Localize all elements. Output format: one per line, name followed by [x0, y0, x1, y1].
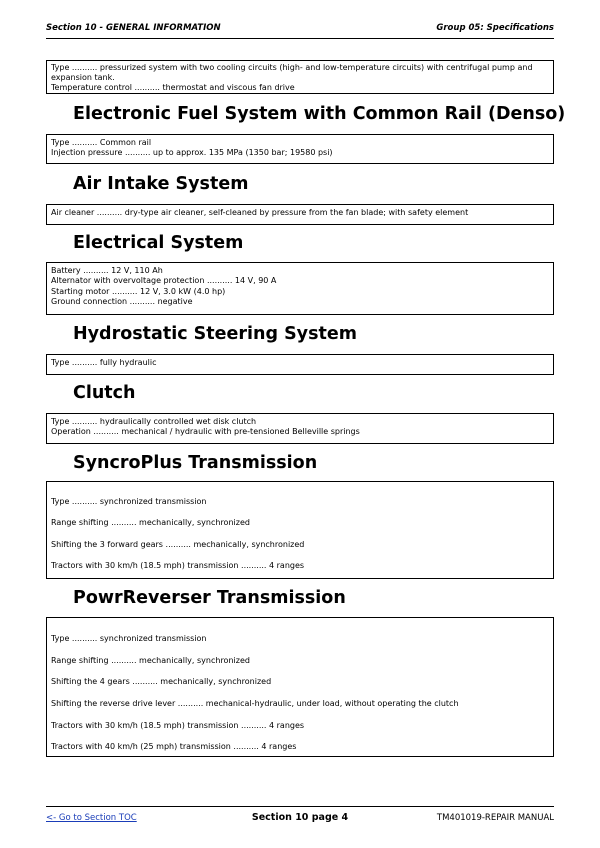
steering-heading: Hydrostatic Steering System — [73, 324, 357, 344]
syncro-gears-line: Shifting the 3 forward gears .......... mechanically, synchronized — [51, 539, 305, 549]
electrical-spec-box — [46, 262, 554, 315]
fuel-pressure-line: Injection pressure .......... up to approx. 135 MPa (1350 bar; 19580 psi) — [51, 148, 333, 158]
steering-spec-box — [46, 354, 554, 375]
missing-glyph-icon — [51, 507, 549, 518]
page-number: Section 10 page 4 — [251, 812, 349, 823]
battery-line: Battery .......... 12 V, 110 Ah — [51, 266, 163, 275]
page-header — [46, 22, 554, 39]
syncroplus-heading: SyncroPlus Transmission — [73, 453, 318, 473]
section-toc-link[interactable]: <- Go to Section TOC — [46, 813, 137, 823]
powrreverser-heading: PowrReverser Transmission — [73, 588, 346, 608]
alternator-line: Alternator with overvoltage protection .......... 14 V, 90 A — [51, 276, 277, 286]
ground-line: Ground connection .......... negative — [51, 296, 193, 306]
air-spec-box — [46, 204, 554, 225]
air-cleaner-line: Air cleaner .......... dry-type air cleaner, self-cleaned by pressure from the fan blade; with safety element — [51, 208, 469, 217]
powr-range-line: Range shifting .......... mechanically, synchronized — [51, 655, 250, 665]
electrical-heading: Electrical System — [73, 233, 244, 253]
starter-line: Starting motor .......... 12 V, 3.0 kW (4.0 hp) — [51, 286, 226, 296]
fuel-system-heading: Electronic Fuel System with Common Rail (Denso) — [73, 104, 566, 124]
syncroplus-spec-box — [46, 481, 554, 579]
powr-gears-line: Shifting the 4 gears .......... mechanically, synchronized — [51, 677, 272, 687]
fuel-type-line: Type .......... Common rail — [51, 138, 152, 147]
air-intake-heading: Air Intake System — [73, 174, 249, 194]
syncro-tractors-line: Tractors with 30 km/h (18.5 mph) transmission .......... 4 ranges — [51, 561, 305, 570]
section-title: Section 10 - GENERAL INFORMATION — [46, 23, 221, 33]
cooling-temp-line: Temperature control .......... thermostat and viscous fan drive — [51, 83, 295, 92]
fuel-spec-box — [46, 134, 554, 164]
powr-type-line: Type .......... synchronized transmission — [51, 634, 207, 643]
powr-30kmh-line: Tractors with 30 km/h (18.5 mph) transmission .......... 4 ranges — [51, 720, 305, 730]
missing-glyph-icon — [51, 485, 549, 496]
syncro-type-line: Type .......... synchronized transmission — [51, 496, 207, 506]
powr-40kmh-line: Tractors with 40 km/h (25 mph) transmission .......... 4 ranges — [51, 742, 297, 752]
cooling-type-line: Type .......... pressurized system with two cooling circuits (high- and low-temperature circuits) with centrifugal pump and expansion tank. — [51, 63, 533, 82]
missing-glyph-icon — [51, 528, 549, 539]
group-title: Group 05: Specifications — [436, 23, 554, 33]
powr-reverse-line: Shifting the reverse drive lever .......... mechanical-hydraulic, under load, without operating the clutch — [51, 699, 459, 709]
clutch-heading: Clutch — [73, 383, 136, 403]
cooling-spec-box — [46, 60, 554, 94]
steering-type-line: Type .......... fully hydraulic — [51, 358, 157, 367]
clutch-operation-line: Operation .......... mechanical / hydraulic with pre-tensioned Belleville springs — [51, 427, 360, 437]
clutch-spec-box — [46, 413, 554, 444]
page-footer — [46, 806, 554, 829]
syncro-range-line: Range shifting .......... mechanically, synchronized — [51, 518, 250, 527]
manual-id: TM401019-REPAIR MANUAL — [436, 813, 554, 823]
missing-glyph-icon — [51, 550, 549, 561]
powrreverser-spec-box — [46, 617, 554, 757]
clutch-type-line: Type .......... hydraulically controlled wet disk clutch — [51, 417, 257, 426]
